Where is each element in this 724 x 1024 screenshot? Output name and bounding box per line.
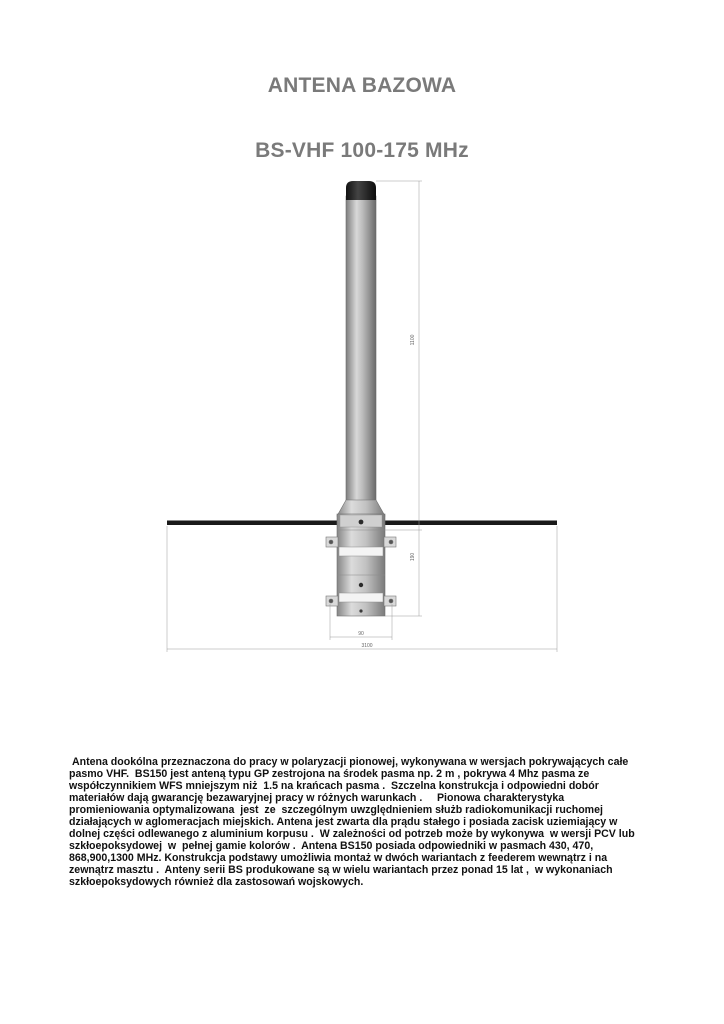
dim-height-total: 1100: [410, 334, 416, 346]
description-line: promieniowania optymalizowana jest ze szczególnym uwzględnieniem służb radiokomunikacji ruchomej: [69, 803, 603, 816]
description-line: 868,900,1300 MHz. Konstrukcja podstawy umożliwia montaż w dwóch wariantach z feederem wewnątrz i na: [69, 851, 608, 864]
description-line: Antena dookólna przeznaczona do pracy w polaryzacji pionowej, wykonywana w wersjach pokrywających całe: [69, 756, 629, 768]
description-line: pasmo VHF. BS150 jest anteną typu GP zestrojona na środek pasma np. 2 m , pokrywa 4 Mhz pasma ze: [69, 767, 590, 780]
description-line: działających w aglomeracjach miejskich. Antena jest zwarta dla prądu stałego i posiada zacisk uziemiający w: [69, 815, 618, 828]
base-cone: [337, 500, 385, 516]
description-line: dolnej części odlewanego z aluminium korpusu . W zależności od potrzeb może by wykonywa w wersji PCV lub: [69, 827, 635, 840]
antenna-base: [337, 514, 385, 616]
description-line: szkłoepoksydowej w pełnej gamie kolorów . Antena BS150 posiada odpowiedniki w pasmach 430, 470,: [69, 839, 594, 852]
antenna-whip: [346, 196, 376, 504]
description-line: materiałów dają gwarancję bezawaryjnej pracy w różnych warunkach . Pionowa charakterystyka: [69, 791, 565, 804]
page-title: ANTENA BAZOWA: [267, 74, 457, 97]
dim-base-width: 90: [358, 631, 364, 637]
description-line: zewnątrz masztu . Anteny serii BS produkowane są w wielu wariantach przez ponad 15 lat , w wykonaniach: [69, 863, 613, 876]
description-text: [69, 757, 669, 888]
antenna-cap: [346, 181, 376, 200]
antenna-drawing: [150, 170, 570, 660]
description-line: szkłoepoksydowych również dla zastosowań wojskowych.: [69, 875, 364, 888]
page-subtitle: BS-VHF 100-175 MHz: [255, 139, 469, 162]
description-line: współczynnikiem WFS mniejszym niż 1.5 na krańcach pasma . Szczelna konstrukcja i odpowiedni dobór: [69, 779, 599, 792]
dim-radial-span: 3100: [361, 643, 373, 649]
dim-height-base: 190: [410, 552, 416, 562]
